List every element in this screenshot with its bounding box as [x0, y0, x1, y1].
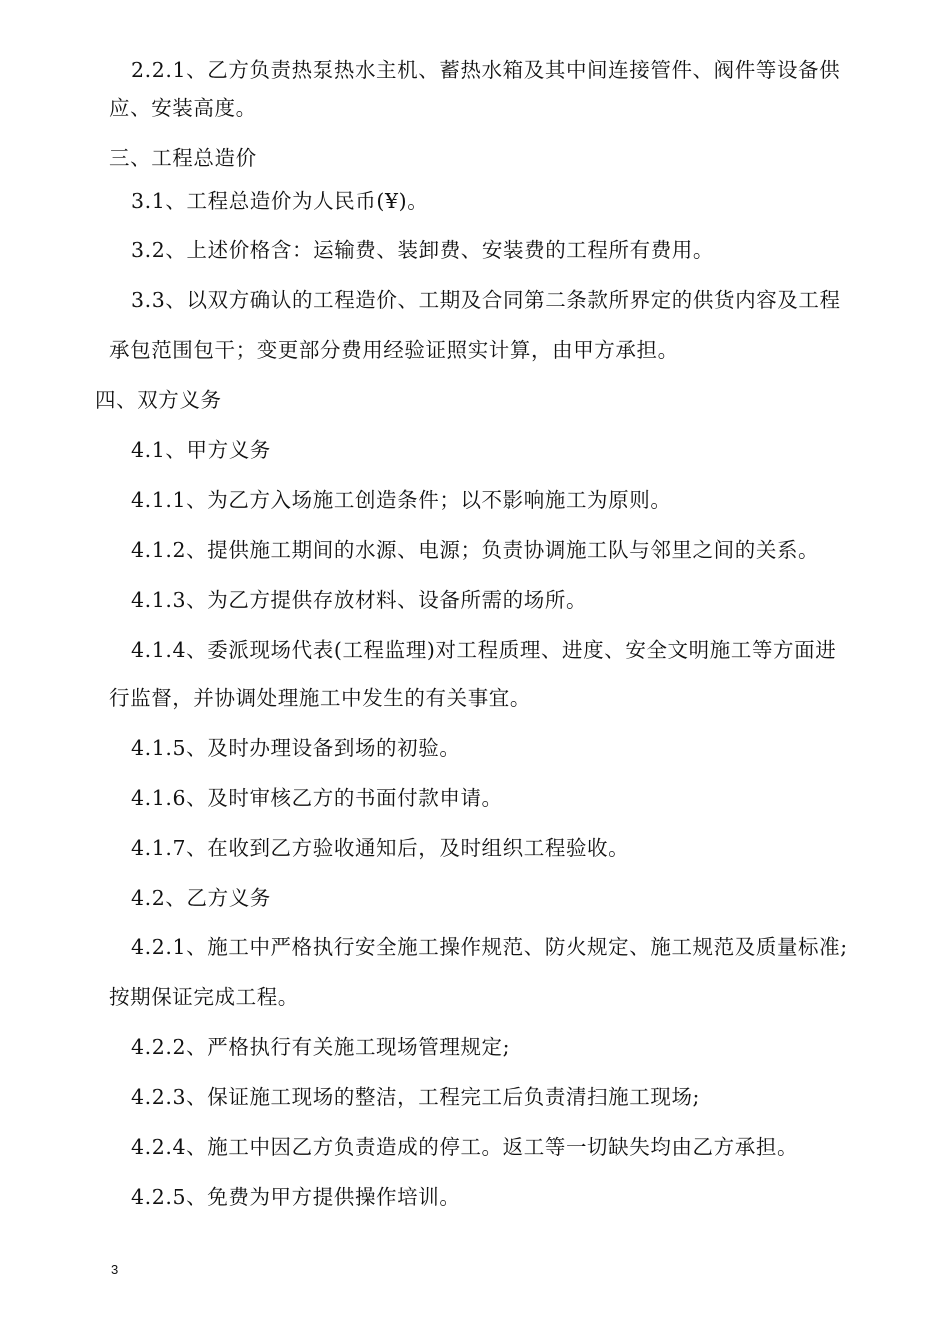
section-heading: 四、双方义务: [95, 388, 222, 412]
text-line: 4.1.4、委派现场代表(工程监理)对工程质理、进度、安全文明施工等方面进: [131, 638, 837, 662]
text-line: 4.1.1、为乙方入场施工创造条件；以不影响施工为原则。: [131, 488, 672, 512]
text-line: 4.1.6、及时审核乙方的书面付款申请。: [131, 786, 503, 810]
text-line: 4.1.2、提供施工期间的水源、电源；负责协调施工队与邻里之间的关系。: [131, 538, 820, 562]
text-line: 4.2.5、免费为甲方提供操作培训。: [131, 1185, 461, 1209]
text-line: 应、安装高度。: [109, 96, 257, 120]
text-line: 行监督，并协调处理施工中发生的有关事宜。: [109, 686, 531, 710]
text-line: 2.2.1、乙方负责热泵热水主机、蓄热水箱及其中间连接管件、阀件等设备供: [131, 58, 841, 82]
text-line: 4.1.3、为乙方提供存放材料、设备所需的场所。: [131, 588, 588, 612]
text-line: 3.1、工程总造价为人民币(¥)。: [131, 189, 429, 213]
subsection-heading: 4.2、乙方义务: [131, 886, 271, 910]
text-line: 4.2.2、严格执行有关施工现场管理规定;: [131, 1035, 511, 1059]
text-line: 4.2.1、施工中严格执行安全施工操作规范、防火规定、施工规范及质量标准;: [131, 935, 848, 959]
text-line: 按期保证完成工程。: [109, 985, 299, 1009]
text-line: 4.2.4、施工中因乙方负责造成的停工。返工等一切缺失均由乙方承担。: [131, 1135, 799, 1159]
section-heading: 三、工程总造价: [109, 146, 257, 170]
text-line: 3.2、上述价格含：运输费、装卸费、安装费的工程所有费用。: [131, 238, 714, 262]
text-line: 4.1.7、在收到乙方验收通知后，及时组织工程验收。: [131, 836, 630, 860]
text-line: 承包范围包干；变更部分费用经验证照实计算，由甲方承担。: [109, 338, 679, 362]
page-number: 3: [111, 1262, 119, 1277]
text-line: 4.1.5、及时办理设备到场的初验。: [131, 736, 461, 760]
text-line: 4.2.3、保证施工现场的整洁，工程完工后负责清扫施工现场;: [131, 1085, 701, 1109]
subsection-heading: 4.1、甲方义务: [131, 438, 271, 462]
text-line: 3.3、以双方确认的工程造价、工期及合同第二条款所界定的供货内容及工程: [131, 288, 841, 312]
